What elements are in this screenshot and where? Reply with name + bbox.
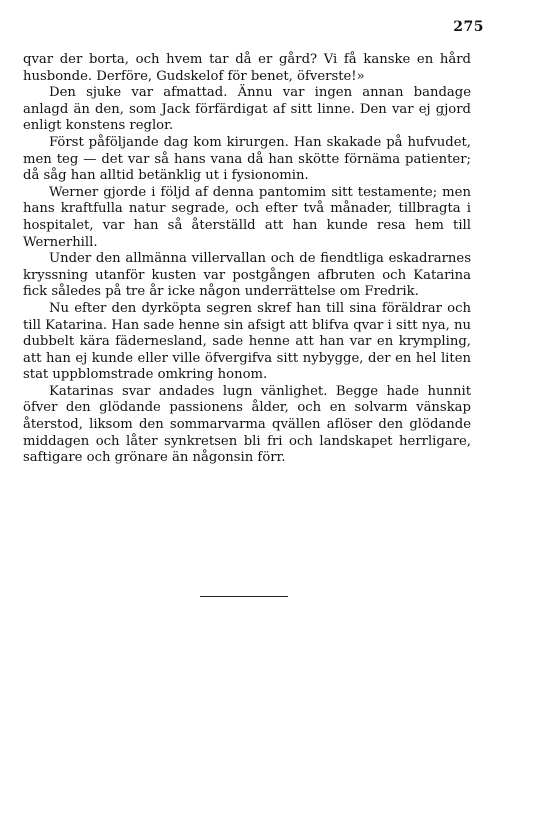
paragraph: Werner gjorde i följd af denna pantomim sitt testamente; men hans kraftfulla natur segrade, och efter två månader, tillbragta i hospitalet, var han så återställd att han kunde resa hem till Wernerhill. xyxy=(23,184,471,250)
body-text xyxy=(23,52,471,467)
section-divider xyxy=(200,596,288,597)
paragraph: Under den allmänna villervallan och de fiendtliga eskadrarnes kryssning utanför kusten var postgången afbruten och Katarina fick således på tre år icke någon underrättelse om Fredrik. xyxy=(23,251,471,300)
paragraph: Katarinas svar andades lugn vänlighet. Begge hade hunnit öfver den glödande passionens ålder, och en solvarm vänskap återstod, liksom den sommarvarma qvällen aflöser den glödande middagen och låter synkretsen bli fri och landskapet herrligare, saftigare och grönare än någonsin förr. xyxy=(23,383,471,466)
paragraph: qvar der borta, och hvem tar då er gård? Vi få kanske en hård husbonde. Derföre, Gudskelof för benet, öfverste!» xyxy=(23,52,471,84)
paragraph: Nu efter den dyrköpta segren skref han till sina föräldrar och till Katarina. Han sade henne sin afsigt att blifva qvar i sitt nya, nu dubbelt kära fädernesland, sade henne att han var en krympling, att han ej kunde eller ville öfvergifva sitt nybygge, der en hel liten stat uppblomstrade omkring honom. xyxy=(23,300,471,383)
paragraph: Först påföljande dag kom kirurgen. Han skakade på hufvudet, men teg — det var så hans vana då han skötte förnäma patienter; då såg han alltid betänklig ut i fysionomin. xyxy=(23,134,471,184)
paragraph: Den sjuke var afmattad. Ännu var ingen annan bandage anlagd än den, som Jack förfärdigat af sitt linne. Den var ej gjord enligt konstens reglor. xyxy=(23,85,471,134)
page-number: 275 xyxy=(453,19,484,35)
